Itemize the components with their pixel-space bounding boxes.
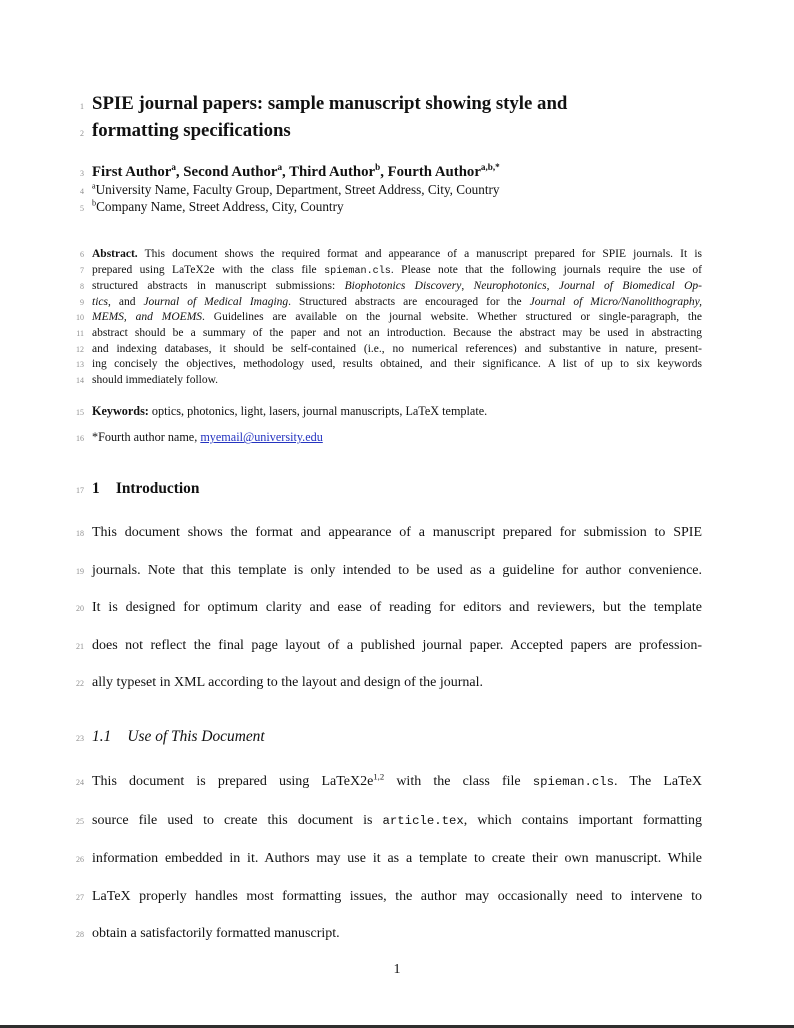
line-6 xyxy=(0,247,794,263)
line-number: 8 xyxy=(80,282,84,292)
block-abs xyxy=(0,247,794,388)
block-title xyxy=(0,90,794,144)
text-segment: source file used to create this document is xyxy=(92,812,383,828)
line-number: 20 xyxy=(76,604,84,614)
line-5 xyxy=(0,198,794,215)
text-segment: ally typeset in XML according to the layout and design of the journal. xyxy=(92,674,483,690)
line-text xyxy=(92,840,702,877)
line-1 xyxy=(0,90,794,117)
text-segment: spieman.cls xyxy=(324,265,391,277)
line-number: 16 xyxy=(76,434,84,444)
line-text xyxy=(92,727,702,747)
line-number: 5 xyxy=(80,204,84,213)
line-17 xyxy=(0,479,794,499)
text-segment: Journal of Biomedical Op- xyxy=(558,280,703,293)
line-7 xyxy=(0,263,794,280)
line-10 xyxy=(0,310,794,326)
text-segment: 1,2 xyxy=(373,771,385,782)
line-number: 13 xyxy=(76,360,84,370)
text-segment: Neurophotonics xyxy=(473,280,547,293)
text-segment: a xyxy=(92,181,96,191)
text-segment: and indexing databases, it should be self-contained (i.e., no numerical references) and substantive in nature, present- xyxy=(92,342,702,355)
text-segment: Keywords: xyxy=(92,404,149,419)
text-segment: Biophotonics Discovery xyxy=(344,280,462,293)
text-segment: , and xyxy=(107,295,144,308)
text-segment: SPIE journal papers: sample manuscript showing style and xyxy=(92,93,568,114)
text-segment: . Guidelines are available on the journal website. Whether structured or single-paragraph, the xyxy=(202,311,702,324)
text-segment: should immediately follow. xyxy=(92,373,219,386)
line-number: 26 xyxy=(76,855,84,865)
line-number: 14 xyxy=(76,375,84,385)
line-text xyxy=(92,479,702,499)
line-24 xyxy=(0,763,794,801)
email-link[interactable]: myemail@university.edu xyxy=(200,430,323,445)
line-19 xyxy=(0,552,794,589)
line-12 xyxy=(0,342,794,358)
text-segment: University Name, Faculty Group, Department, Street Address, City, Country xyxy=(95,182,500,197)
line-11 xyxy=(0,326,794,342)
line-text xyxy=(92,181,702,198)
line-number: 10 xyxy=(76,313,84,323)
text-segment: structured abstracts in manuscript submissions: xyxy=(92,280,345,293)
text-segment: optics, photonics, light, lasers, journal manuscripts, LaTeX template. xyxy=(148,404,488,419)
line-number: 9 xyxy=(80,297,84,307)
line-text xyxy=(92,589,702,626)
block-sub xyxy=(0,727,794,747)
line-text xyxy=(92,198,702,215)
text-segment: a xyxy=(171,162,176,173)
line-25 xyxy=(0,802,794,840)
block-body xyxy=(0,514,794,701)
line-text xyxy=(92,342,702,358)
line-13 xyxy=(0,357,794,373)
text-segment: Introduction xyxy=(115,480,200,498)
line-number: 3 xyxy=(80,169,84,178)
text-segment: b xyxy=(375,162,381,173)
line-text xyxy=(92,373,702,389)
line-text xyxy=(92,326,702,342)
block-affil xyxy=(0,181,794,215)
block-corr xyxy=(0,429,794,445)
line-text xyxy=(92,763,702,801)
text-segment: First Author xyxy=(92,164,172,180)
line-3 xyxy=(0,163,794,181)
text-segment: obtain a satisfactorily formatted manuscript. xyxy=(92,926,340,941)
line-text xyxy=(92,357,702,373)
line-8 xyxy=(0,279,794,295)
line-text xyxy=(92,163,702,181)
line-number: 22 xyxy=(76,678,84,688)
text-segment: Journal of Micro/Nanolithography, xyxy=(529,295,702,308)
block-kw xyxy=(0,403,794,419)
line-number: 23 xyxy=(76,734,84,744)
line-14 xyxy=(0,373,794,389)
text-segment: does not reflect the final page layout of a published journal paper. Accepted papers are profession- xyxy=(92,637,702,653)
line-text xyxy=(92,514,702,551)
line-number: 4 xyxy=(80,187,84,196)
line-28 xyxy=(0,915,794,952)
line-16 xyxy=(0,429,794,445)
text-segment: prepared using LaTeX2e with the class file xyxy=(92,263,325,276)
line-number: 28 xyxy=(76,930,84,939)
text-segment: journals. Note that this template is only intended to be used as a guideline for author convenience. xyxy=(92,562,702,578)
text-segment: b xyxy=(92,198,97,208)
text-segment: This document is prepared using LaTeX2e xyxy=(92,774,374,790)
text-segment: , xyxy=(546,280,559,293)
text-segment: abstract should be a summary of the paper and not an introduction. Because the abstract may be used in abstracting xyxy=(92,326,702,339)
text-segment: Journal of Medical Imaging xyxy=(143,295,289,308)
line-number: 1 xyxy=(80,102,84,111)
line-number: 2 xyxy=(80,129,84,138)
line-text xyxy=(92,403,702,419)
line-23 xyxy=(0,727,794,747)
line-number: 17 xyxy=(76,486,84,496)
line-number: 15 xyxy=(76,408,84,418)
manuscript-lines xyxy=(0,90,794,952)
text-segment: . Please note that the following journals require the use of xyxy=(390,263,703,276)
line-text xyxy=(92,247,702,263)
text-segment: with the class file xyxy=(384,774,533,790)
line-number: 7 xyxy=(80,265,84,275)
line-number: 18 xyxy=(76,529,84,539)
text-segment: MEMS, and MOEMS xyxy=(92,311,203,324)
text-segment: LaTeX properly handles most formatting issues, the author may occasionally need to intervene to xyxy=(92,888,702,904)
line-18 xyxy=(0,514,794,551)
text-segment: , xyxy=(461,280,474,293)
line-number: 11 xyxy=(76,328,84,338)
line-text xyxy=(92,627,702,664)
line-number: 21 xyxy=(76,641,84,651)
line-text xyxy=(92,90,702,117)
text-segment: Company Name, Street Address, City, Country xyxy=(96,199,344,214)
line-text xyxy=(92,664,702,701)
text-segment: , which contains important formatting xyxy=(463,812,702,828)
text-segment: a xyxy=(277,162,283,173)
line-text xyxy=(92,117,702,144)
line-number: 24 xyxy=(76,778,84,788)
text-segment: tics xyxy=(92,295,108,308)
text-segment: It is designed for optimum clarity and ease of reading for editors and reviewers, but the template xyxy=(92,600,702,616)
line-text xyxy=(92,295,702,311)
line-text xyxy=(92,310,702,326)
line-text xyxy=(92,915,702,952)
line-text xyxy=(92,802,702,840)
line-number: 6 xyxy=(80,250,84,259)
block-body xyxy=(0,763,794,952)
text-segment: . Structured abstracts are encouraged for the xyxy=(288,295,530,308)
text-segment: Abstract. xyxy=(92,248,138,260)
text-segment: ing concisely the objectives, methodology used, results obtained, and their significance. A list of up to six keywords xyxy=(92,358,702,371)
text-segment: article.tex xyxy=(382,813,464,828)
text-segment: , Second Author xyxy=(175,164,278,180)
line-21 xyxy=(0,627,794,664)
line-26 xyxy=(0,840,794,877)
line-20 xyxy=(0,589,794,626)
text-segment: This document shows the format and appearance of a manuscript prepared for submission to SPIE xyxy=(92,525,702,541)
line-22 xyxy=(0,664,794,701)
line-9 xyxy=(0,295,794,311)
text-segment: 1.1 xyxy=(92,728,112,746)
text-segment: Use of This Document xyxy=(127,728,265,746)
line-text xyxy=(92,279,702,295)
line-27 xyxy=(0,878,794,915)
text-segment: This document shows the required format and appearance of a manuscript prepared for SPIE journals. It is xyxy=(137,248,702,260)
text-segment: a,b,* xyxy=(480,162,500,173)
text-segment: , Third Author xyxy=(282,164,376,180)
text-segment: 1 xyxy=(92,480,100,498)
text-segment: information embedded in it. Authors may use it as a template to create their own manuscript. While xyxy=(92,851,702,867)
line-15 xyxy=(0,403,794,419)
line-2 xyxy=(0,117,794,144)
line-number: 25 xyxy=(76,816,84,826)
text-segment: . The LaTeX xyxy=(614,774,702,790)
line-text xyxy=(92,552,702,589)
text-segment: spieman.cls xyxy=(532,775,615,790)
text-segment: , Fourth Author xyxy=(380,164,481,180)
page-number: 1 xyxy=(393,962,401,978)
line-number: 12 xyxy=(76,344,84,354)
line-text xyxy=(92,429,702,445)
line-text xyxy=(92,878,702,915)
line-text xyxy=(92,263,702,280)
line-number: 27 xyxy=(76,892,84,902)
block-authors xyxy=(0,163,794,181)
line-4 xyxy=(0,181,794,198)
text-segment: *Fourth author name, xyxy=(92,430,201,445)
block-sec xyxy=(0,479,794,499)
text-segment: formatting specifications xyxy=(92,120,291,141)
line-number: 19 xyxy=(76,566,84,576)
